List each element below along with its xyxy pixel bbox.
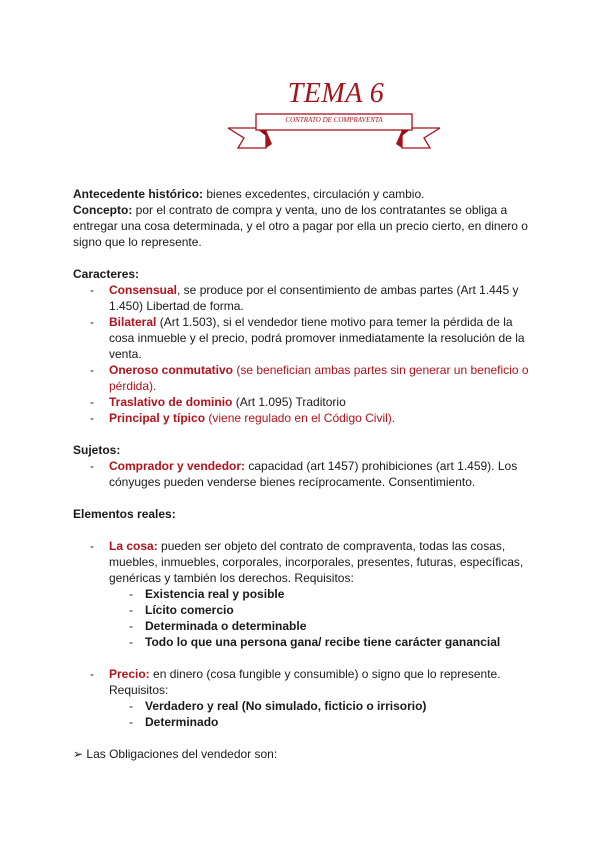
antecedente-paragraph: Antecedente histórico: bienes excedentes, circulación y cambio.: [73, 187, 425, 201]
list-item: - Verdadero y real (No simulado, ficticio o irrisorio): [109, 698, 533, 714]
caracteres-heading: Caracteres:: [73, 267, 140, 281]
list-item: - Determinada o determinable: [109, 618, 533, 634]
document-body: [73, 186, 533, 762]
elementos-list: [73, 538, 533, 650]
list-item: - Principal y típico (viene regulado en el Código Civil).: [73, 410, 533, 426]
banner-subtitle: CONTRATO DE COMPRAVENTA: [285, 116, 383, 124]
concepto-paragraph: Concepto: por el contrato de compra y venta, uno de los contratantes se obliga a entregar una cosa determinada, y el otro a pagar por ella un precio cierto, en dinero o signo que lo represente.: [73, 203, 528, 249]
list-item: - Todo lo que una persona gana/ recibe tiene carácter ganancial: [109, 634, 533, 650]
list-item: - Oneroso conmutativo (se benefician ambas partes sin generar un beneficio o pérdida).: [73, 362, 533, 394]
list-item: - Existencia real y posible: [109, 586, 533, 602]
list-item: - La cosa: pueden ser objeto del contrato de compraventa, todas las cosas, muebles, inmuebles, corporales, incorporales, presentes, futuras, específicas, genéricas y también los derechos. Requisitos: - Existencia real y posible - Lícito comercio - Determinada o determinable - Todo lo que una persona gana/ recibe tiene carácter ganancial: [73, 538, 533, 650]
list-item: - Comprador y vendedor: capacidad (art 1457) prohibiciones (art 1.459). Los cónyuges pueden venderse bienes recíprocamente. Consentimiento.: [73, 458, 533, 490]
page-title: TEMA 6: [287, 78, 385, 109]
cosa-requisitos-list: [109, 586, 533, 650]
elementos-heading: Elementos reales:: [73, 507, 176, 521]
list-item: - Lícito comercio: [109, 602, 533, 618]
precio-list: [73, 666, 533, 730]
arrow-bullet-icon: ➢: [73, 747, 84, 761]
list-item: - Consensual, se produce por el consentimiento de ambas partes (Art 1.445 y 1.450) Libertad de forma.: [73, 282, 533, 314]
sujetos-list: [73, 458, 533, 490]
list-item: - Determinado: [109, 714, 533, 730]
sujetos-heading: Sujetos:: [73, 443, 121, 457]
obligaciones-line: ➢ Las Obligaciones del vendedor son:: [73, 747, 278, 761]
list-item: - Precio: en dinero (cosa fungible y consumible) o signo que lo represente. Requisitos: - Verdadero y real (No simulado, ficticio o irrisorio) - Determinado: [73, 666, 533, 730]
list-item: - Bilateral (Art 1.503), si el vendedor tiene motivo para temer la pérdida de la cosa inmueble y el precio, podrá promover inmediatamente la resolución de la venta.: [73, 314, 533, 362]
list-item: - Traslativo de dominio (Art 1.095) Traditorio: [73, 394, 533, 410]
caracteres-list: [73, 282, 533, 426]
precio-requisitos-list: [109, 698, 533, 730]
